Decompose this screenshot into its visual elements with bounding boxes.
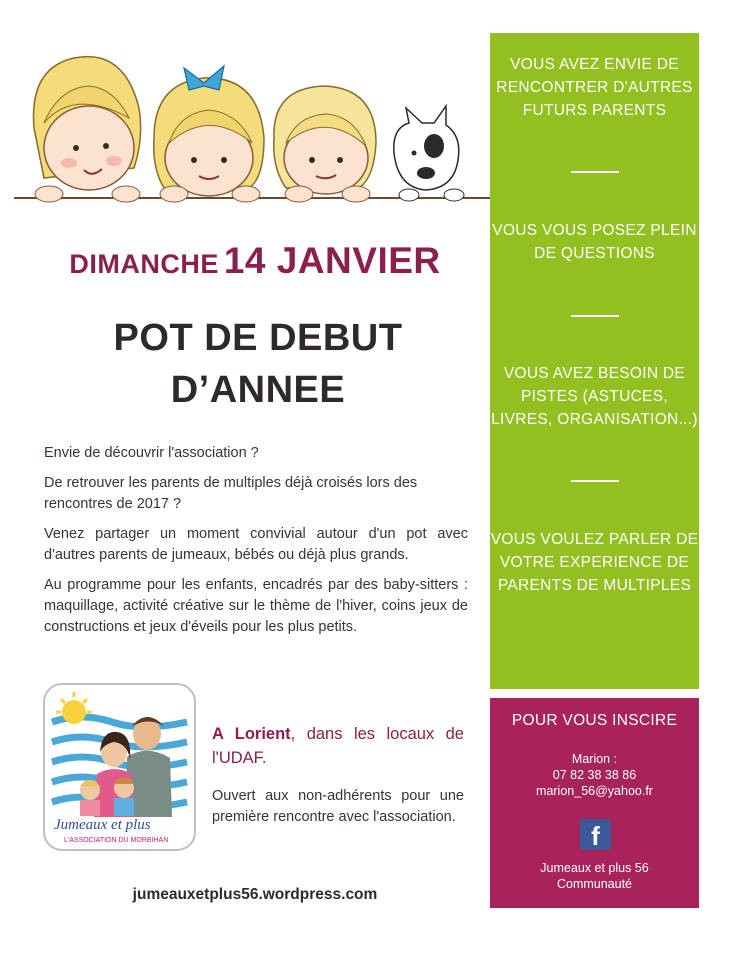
facebook-page-type: Communauté: [556, 877, 633, 891]
website-url: jumeauxetplus56.wordpress.com: [132, 886, 378, 903]
description-paragraph-3: Venez partager un moment convivial autour d'un pot avec d'autres parents de jumeaux, bébés ou déjà plus grands.: [44, 526, 468, 563]
logo-subtitle-text: L'ASSOCIATION DU MORBIHAN: [64, 837, 169, 844]
description-paragraph-4: Au programme pour les enfants, encadrés par des baby-sitters : maquillage, activité créative sur le thème de l'hiver, coins jeux de constructions et jeux d'éveils pour les plus petits.: [44, 577, 468, 635]
question-1: VOUS AVEZ ENVIE DE RENCONTRER D'AUTRES FUTURS PARENTS: [496, 56, 693, 119]
event-date-weekday: DIMANCHE: [69, 249, 219, 279]
location-line: [212, 722, 464, 770]
question-2: VOUS VOUS POSEZ PLEIN DE QUESTIONS: [492, 222, 697, 262]
signup-heading: POUR VOUS INSCIRE: [511, 712, 678, 729]
contact-name: Marion :: [571, 752, 618, 766]
location-note: Ouvert aux non-adhérents pour une première rencontre avec l'association.: [212, 788, 464, 825]
logo-brand-text: Jumeaux et plus: [54, 817, 151, 833]
question-divider-3: [571, 480, 619, 482]
facebook-page: [490, 860, 699, 892]
contact-phone: 07 82 38 38 86: [552, 768, 637, 782]
association-logo: [42, 682, 197, 852]
contact-email[interactable]: marion_56@yahoo.fr: [536, 784, 653, 798]
event-title-line2: D’ANNEE: [170, 369, 346, 411]
facebook-icon[interactable]: f: [580, 819, 611, 850]
location-venue: , dans les locaux de l'UDAF.: [212, 725, 464, 767]
event-date: [18, 240, 492, 282]
location-city: A Lorient: [212, 725, 291, 743]
question-4: VOUS VOULEZ PARLER DE VOTRE EXPERIENCE DE PARENTS DE MULTIPLES: [490, 531, 699, 594]
children-peeking-image: [14, 28, 490, 203]
event-location: [212, 722, 464, 828]
event-title-line1: POT DE DEBUT: [113, 317, 403, 359]
question-3: VOUS AVEZ BESOIN DE PISTES (ASTUCES, LIVRES, ORGANISATION...): [491, 365, 698, 428]
event-title: [18, 312, 498, 416]
event-date-day: 14 JANVIER: [223, 240, 441, 281]
questions-panel: [490, 33, 699, 689]
signup-contact: [490, 751, 699, 799]
question-divider-2: [571, 315, 619, 317]
description-paragraph-1: Envie de découvrir l'association ?: [44, 445, 259, 461]
description-paragraph-2: De retrouver les parents de multiples déjà croisés lors des rencontres de 2017 ?: [44, 475, 418, 512]
children-illustration: [14, 28, 490, 203]
facebook-page-name: Jumeaux et plus 56: [540, 861, 649, 875]
event-description: [44, 443, 468, 647]
question-divider-1: [571, 171, 619, 173]
signup-panel: [490, 698, 699, 908]
logo-image: [42, 682, 197, 852]
